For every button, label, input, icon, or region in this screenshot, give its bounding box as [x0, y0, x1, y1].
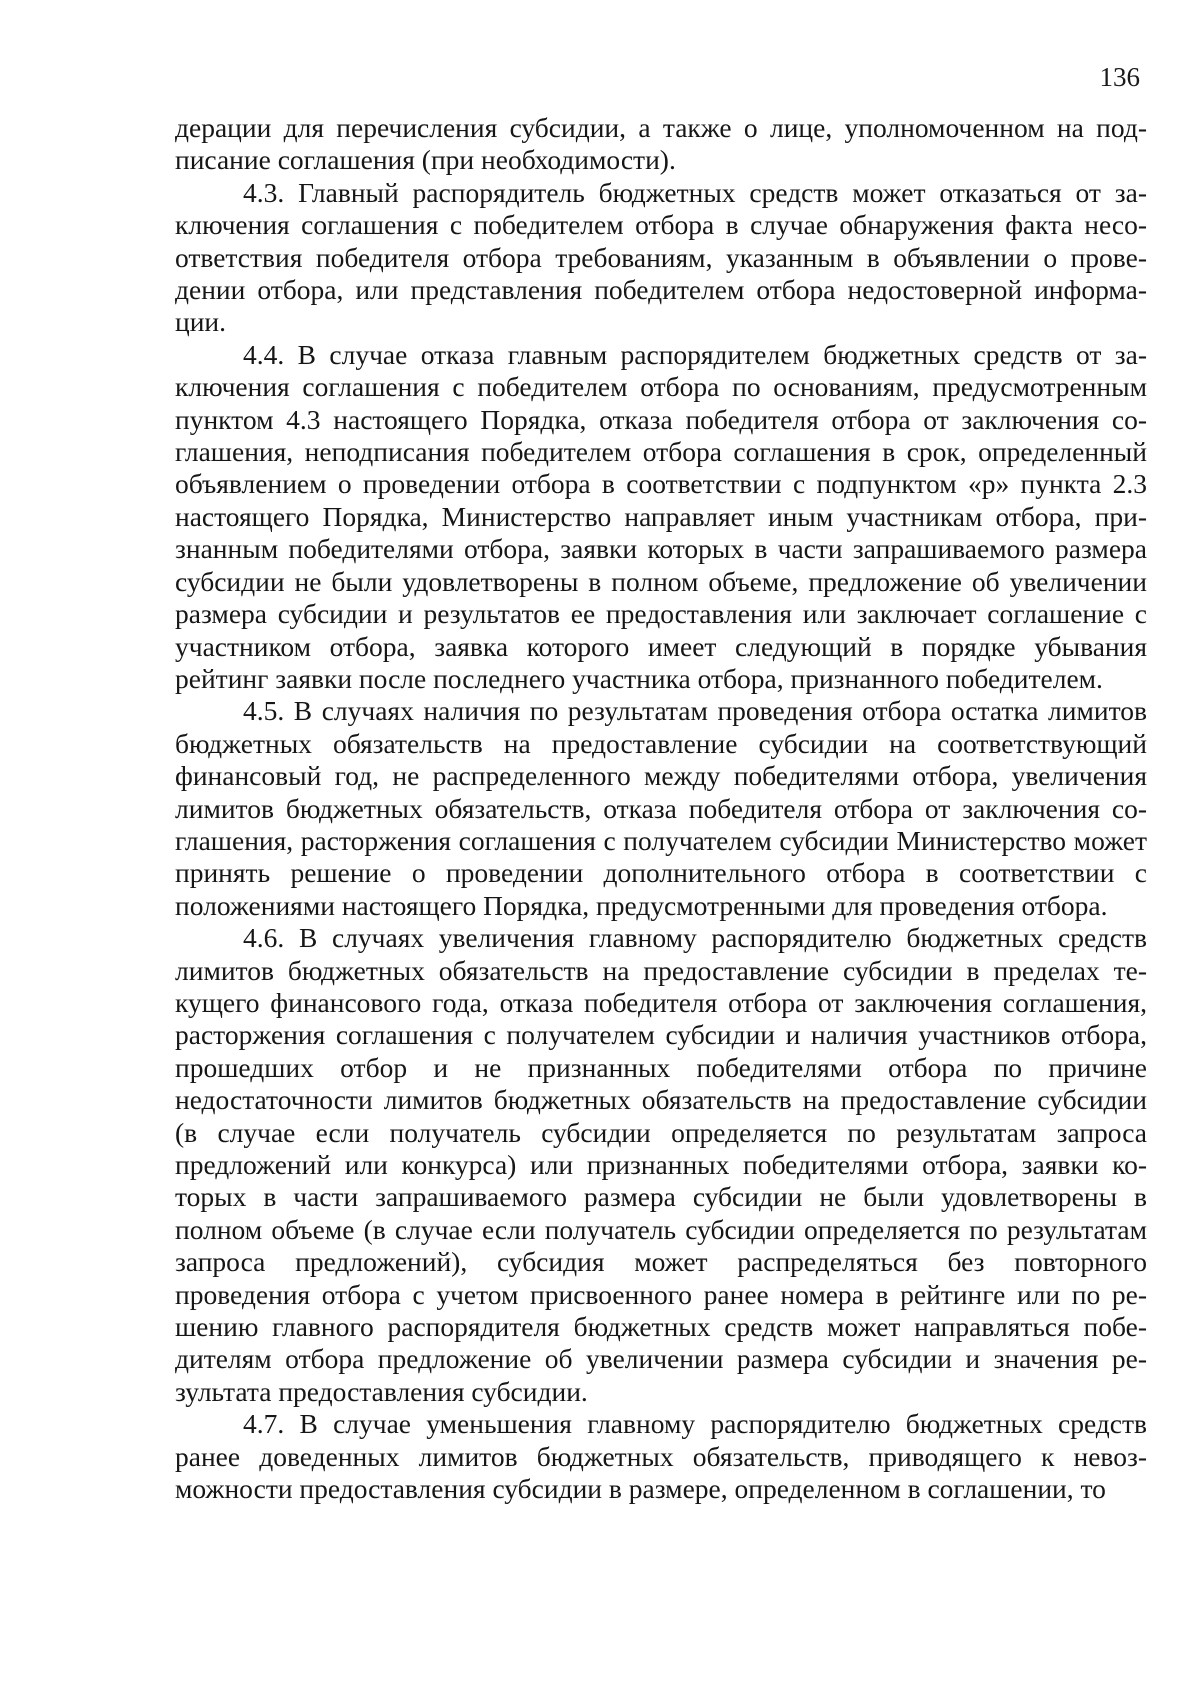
paragraph-4-3: 4.3. Главный распорядитель бюджетных средств может отказаться от заключения соглашения с победителем отбора в случае обнаружения факта несоответствия победителя отбора требованиям, указанным в объявлении о проведении отбора, или представления победителем отбора недостоверной информации. — [175, 176, 1147, 338]
paragraph-4-4: 4.4. В случае отказа главным распорядителем бюджетных средств от заключения соглашения с победителем отбора по основаниям, предусмотренным пунктом 4.3 настоящего Порядка, отказа победителя отбора от заключения соглашения, неподписания победителем отбора соглашения в срок, определенный объявлением о проведении отбора в соответствии с подпунктом «р» пункта 2.3 настоящего Порядка, Министерство направляет иным участникам отбора, признанным победителями отбора, заявки которых в части запрашиваемого размера субсидии не были удовлетворены в полном объеме, предложение об увеличении размера субсидии и результатов ее предоставления или заключает соглашение с участником отбора, заявка которого имеет следующий в порядке убывания рейтинг заявки после последнего участника отбора, признанного победителем. — [175, 338, 1147, 694]
page-number: 136 — [1099, 62, 1140, 92]
paragraph-4-5: 4.5. В случаях наличия по результатам проведения отбора остатка лимитов бюджетных обязательств на предоставление субсидии на соответствующий финансовый год, не распределенного между победителями отбора, увеличения лимитов бюджетных обязательств, отказа победителя отбора от заключения соглашения, расторжения соглашения с получателем субсидии Министерство может принять решение о проведении дополнительного отбора в соответствии с положениями настоящего Порядка, предусмотренными для проведения отбора. — [175, 695, 1147, 921]
paragraph-continuation: дерации для перечисления субсидии, а также о лице, уполномоченном на подписание соглашения (при необходимости). — [175, 112, 1147, 176]
paragraph-4-7: 4.7. В случае уменьшения главному распорядителю бюджетных средств ранее доведенных лимитов бюджетных обязательств, приводящего к невозможности предоставления субсидии в размере, определенном в соглашении, то — [175, 1408, 1147, 1505]
paragraph-4-6: 4.6. В случаях увеличения главному распорядителю бюджетных средств лимитов бюджетных обязательств на предоставление субсидии в пределах текущего финансового года, отказа победителя отбора от заключения соглашения, расторжения соглашения с получателем субсидии и наличия участников отбора, прошедших отбор и не признанных победителями отбора по причине недостаточности лимитов бюджетных обязательств на предоставление субсидии (в случае если получатель субсидии определяется по результатам запроса предложений или конкурса) или признанных победителями отбора, заявки которых в части запрашиваемого размера субсидии не были удовлетворены в полном объеме (в случае если получатель субсидии определяется по результатам запроса предложений), субсидия может распределяться без повторного проведения отбора с учетом присвоенного ранее номера в рейтинге или по решению главного распорядителя бюджетных средств может направляться победителям отбора предложение об увеличении размера субсидии и значения результата предоставления субсидии. — [175, 922, 1147, 1407]
document-body — [175, 112, 1147, 1505]
